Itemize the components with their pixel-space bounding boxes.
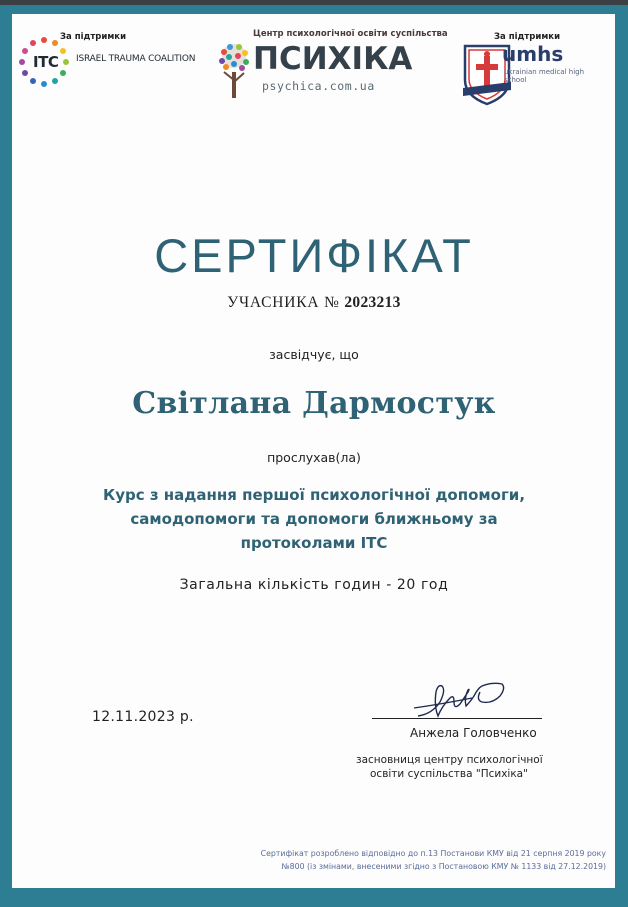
signer-name: Анжела Головченко — [410, 726, 537, 740]
top-bar — [0, 0, 628, 5]
recipient-name: Світлана Дармостук — [132, 386, 496, 421]
certificate-number: 2023213 — [344, 294, 401, 311]
psychica-url: psychica.com.ua — [262, 79, 375, 93]
participant-label: УЧАСНИКА № — [227, 294, 340, 311]
course-line: Курс з надання першої психологічної допомоги, — [102, 486, 526, 504]
issue-date: 12.11.2023 р. — [92, 709, 194, 725]
course-title — [0, 483, 628, 555]
signature-icon — [412, 676, 510, 722]
itc-name: ISRAEL TRAUMA COALITION — [76, 54, 196, 64]
support-label-left: За підтримки — [60, 32, 127, 42]
psychica-tree-icon — [214, 42, 254, 100]
course-line: самодопомоги та допомоги ближньому за — [130, 510, 498, 528]
umhs-name: umhs — [502, 42, 564, 66]
signer-role-line: засновниця центру психологічної — [356, 754, 543, 766]
signer-role-line: освіти суспільства "Психіка" — [370, 768, 528, 780]
certificate-title: СЕРТИФІКАТ — [154, 229, 474, 282]
listened-text: прослухав(ла) — [267, 450, 361, 465]
total-hours: Загальна кількість годин - 20 год — [179, 577, 449, 593]
umhs-subtitle: ukrainian medical high school — [504, 68, 585, 84]
participant-number — [0, 294, 628, 312]
signature-line — [372, 718, 542, 719]
psychica-tagline: Центр психологічної освіти суспільства — [253, 29, 448, 39]
psychica-name: ПСИХІКА — [253, 41, 413, 77]
certifies-text: засвідчує, що — [269, 347, 359, 362]
course-line: протоколами ITC — [240, 534, 388, 552]
legal-note-line: Сертифікат розроблено відповідно до п.13 Постанови КМУ від 21 серпня 2019 року — [260, 849, 606, 858]
legal-note-line: №800 (із змінами, внесеними згідно з Постановою КМУ № 1133 від 27.12.2019) — [281, 862, 606, 871]
support-label-right: За підтримки — [494, 32, 561, 42]
itc-abbr: ITC — [33, 53, 59, 71]
